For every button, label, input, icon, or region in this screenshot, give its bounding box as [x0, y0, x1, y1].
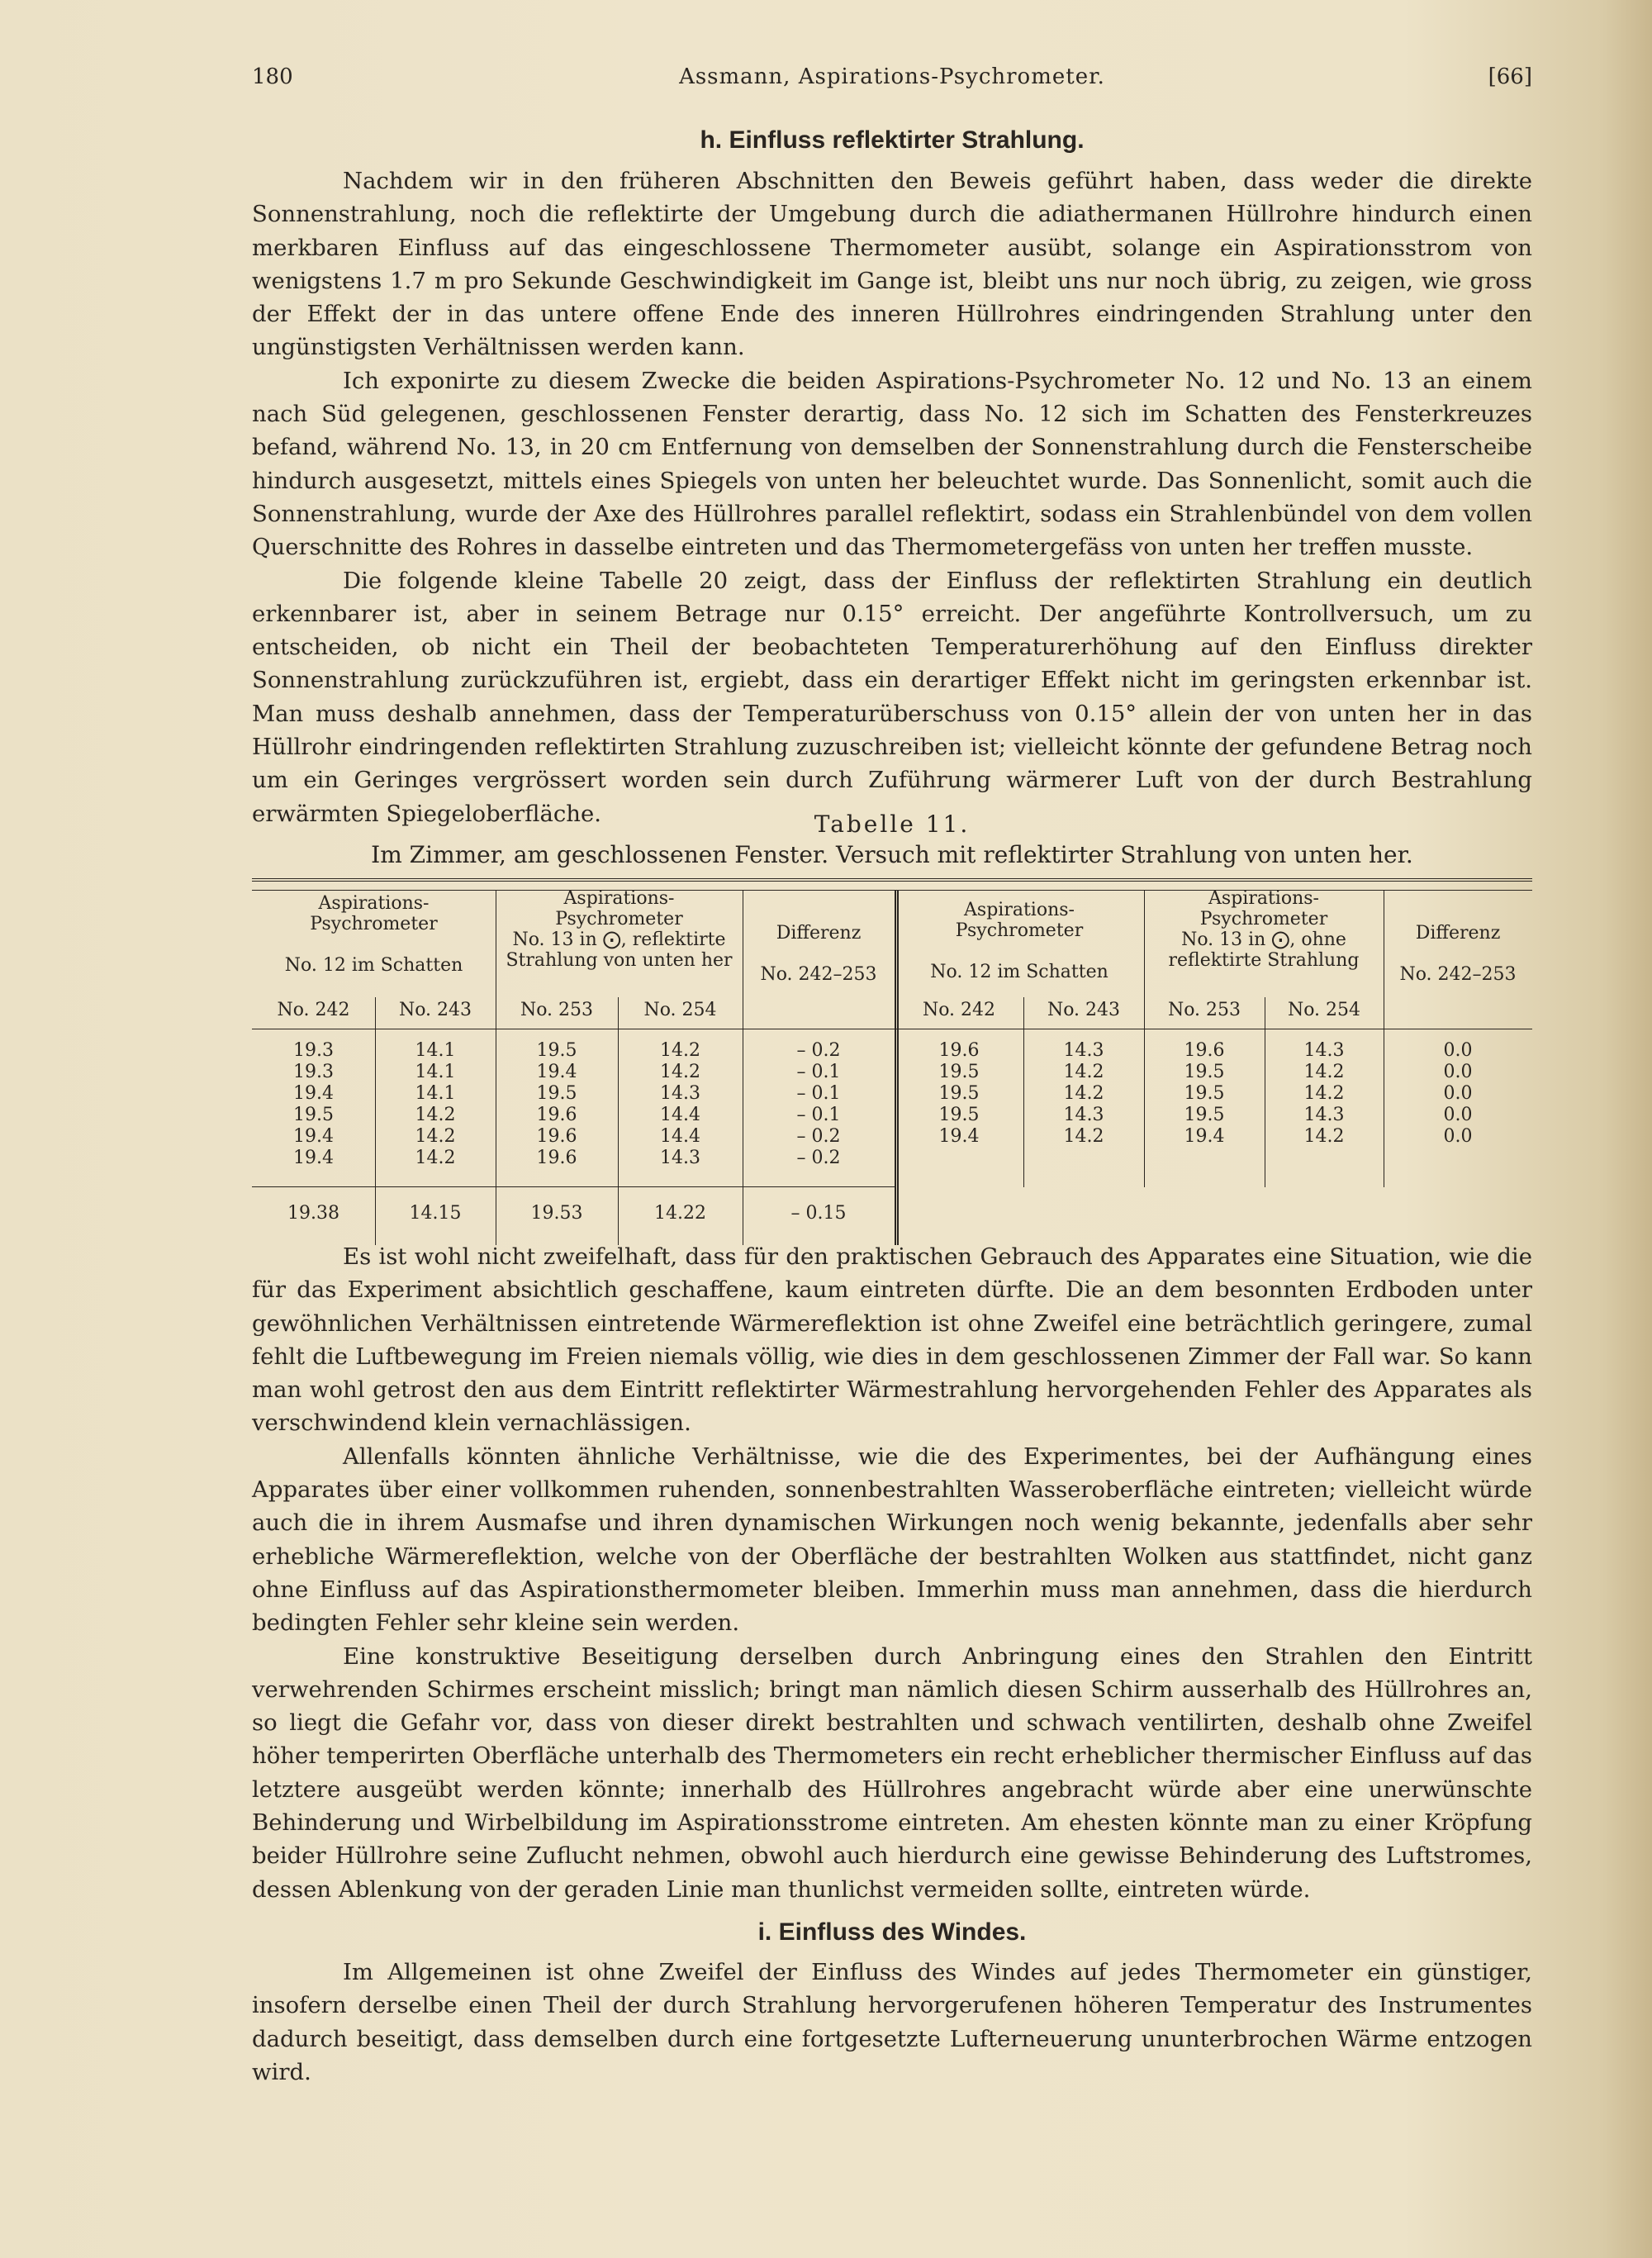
table-cell: 19.5 [938, 1062, 980, 1082]
table-cell: 14.2 [660, 1040, 700, 1061]
header-line: Aspirations- [1208, 888, 1319, 909]
table-cell: 0.0 [1443, 1083, 1473, 1104]
table-cell: 19.5 [938, 1083, 980, 1104]
table-cell: 14.3 [660, 1148, 700, 1168]
header-line: No. 13 in ⨀, reflektirte [512, 929, 726, 950]
table-cell: 19.5 [536, 1083, 577, 1104]
table-cell: 14.1 [415, 1062, 456, 1082]
table-cell: – 0.1 [796, 1083, 841, 1104]
table-cell: 14.2 [1303, 1062, 1345, 1082]
table-cell: 19.5 [1184, 1062, 1225, 1082]
paragraph: Ich exponirte zu diesem Zwecke die beiden Aspirations-Psychrometer No. 12 und No. 13 an einem nach Süd gelegenen, geschlossenen Fenster derartig, dass No. 12 sich im Schatten des Fensterkreuzes befand, während No. 13, in 20 cm Entfernung von demselben der Sonnenstrahlung durch die Fensterscheibe hindurch ausgesetzt, mittels eines Spiegels von unten her beleuchtet wurde. Das Sonnenlicht, somit auch die Sonnenstrahlung, wurde der Axe des Hüllrohres parallel reflektirt, sodass ein Strahlenbündel von dem vollen Querschnitte des Rohres in dasselbe eintreten und das Thermometergefäss von unten her treffen musste. [252, 367, 1532, 561]
table-cell: 19.4 [536, 1062, 577, 1082]
right-col-242 [895, 1040, 1023, 1148]
header-line: Aspirations- [563, 888, 675, 909]
table-cell: – 0.2 [796, 1148, 841, 1168]
table-cell: 19.4 [938, 1126, 980, 1147]
header-line: reflektirte Strahlung [1168, 950, 1360, 971]
paragraph: Eine konstruktive Beseitigung derselben durch Anbringung eines den Strahlen den Eintritt verwehrenden Schirmes erscheint misslich; bringt man nämlich diesen Schirm ausserhalb des Hüllrohres an, so liegt die Gefahr vor, dass von dieser direkt bestrahlten und schwach ventilirten, deshalb ohne Zweifel höher temperirten Oberfläche unterhalb des Thermometers ein recht erheblicher thermischer Einfluss auf das letztere ausgeübt werden könnte; innerhalb des Hüllrohres angebracht würde aber eine unerwünschte Behinderung und Wirbelbildung im Aspirationsstrome eintreten. Am ehesten könnte man zu einer Kröpfung beider Hüllrohre seine Zuflucht nehmen, obwohl auch hierdurch eine gewisse Behinderung des Luftstromes, dessen Ablenkung von der geraden Linie man thunlichst vermeiden sollte, eintreten würde. [252, 1642, 1532, 1903]
table-cell: 19.5 [938, 1105, 980, 1125]
subheader-243: No. 243 [1047, 1000, 1121, 1020]
subheader-242: No. 242 [277, 1000, 350, 1020]
table-cell: 14.4 [660, 1126, 700, 1147]
table-cell: 14.3 [1063, 1105, 1104, 1125]
table-cell: 19.6 [938, 1040, 980, 1061]
table-cell: 19.3 [293, 1062, 334, 1082]
mean-254: 14.22 [654, 1203, 706, 1224]
left-col-253 [496, 1040, 618, 1169]
right-col-253 [1144, 1040, 1265, 1148]
table-cell: 14.2 [1063, 1083, 1104, 1104]
subheader-242: No. 242 [922, 1000, 996, 1020]
table-cell: 14.3 [660, 1083, 700, 1104]
table-cell: 19.4 [293, 1083, 334, 1104]
table-cell: 14.3 [1063, 1040, 1104, 1061]
left-col-243 [375, 1040, 496, 1169]
header-line: No. 12 im Schatten [930, 962, 1108, 982]
table-cell: 14.4 [660, 1105, 700, 1125]
table-cell: 0.0 [1443, 1126, 1473, 1147]
header-line: Psychrometer [1199, 909, 1328, 929]
running-header [252, 64, 1532, 97]
section-i-title: i. Einfluss des Windes. [757, 1918, 1027, 1946]
paragraph: Im Allgemeinen ist ohne Zweifel der Einfluss des Windes auf jedes Thermometer ein günstiger, insofern derselbe einen Theil der durch Strahlung hervorgerufenen höheren Temperatur des Instrumentes dadurch beseitigt, dass demselben durch eine fortgesetzte Lufterneuerung ununterbrochen Wärme entzogen wird. [252, 1959, 1532, 2085]
section-number: [66] [1488, 64, 1532, 89]
data-table [252, 878, 1532, 1245]
table-cell: 19.5 [536, 1040, 577, 1061]
table-cell: 19.5 [1184, 1083, 1225, 1104]
table-cell: 19.3 [293, 1040, 334, 1061]
mean-diff: – 0.15 [790, 1203, 847, 1224]
table-cell: 0.0 [1443, 1105, 1473, 1125]
table-cell: – 0.1 [796, 1105, 841, 1125]
running-title: Assmann, Aspirations-Psychrometer. [679, 64, 1105, 89]
table-cell: – 0.1 [796, 1062, 841, 1082]
table-cell: 19.6 [536, 1148, 577, 1168]
left-group2-header [496, 888, 743, 971]
table-cell: – 0.2 [796, 1040, 841, 1061]
right-diff-header [1384, 923, 1532, 985]
table-label: Tabelle 11. [814, 811, 971, 838]
subheader-254: No. 254 [1287, 1000, 1361, 1020]
header-line: No. 13 in ⨀, ohne [1181, 929, 1346, 950]
paragraph: Es ist wohl nicht zweifelhaft, dass für den praktischen Gebrauch des Apparates eine Situation, wie die für das Experiment absichtlich geschaffene, kaum eintreten dürfte. Die an dem besonnten Erdboden unter gewöhnlichen Verhältnissen eintretende Wärmereflektion ist ohne Zweifel eine beträchtlich geringere, zumal fehlt die Luftbewegung im Freien niemals völlig, wie dies in dem geschlossenen Zimmer der Fall war. So kann man wohl getrost den aus dem Eintritt reflektirter Wärmestrahlung hervorgehenden Fehler des Apparates als verschwindend klein vernachlässigen. [252, 1243, 1532, 1437]
table-cell: 19.6 [536, 1105, 577, 1125]
table-cell: 14.2 [660, 1062, 700, 1082]
left-group1-header [252, 893, 496, 976]
table-caption [252, 809, 1532, 870]
after-table-body [252, 1240, 1532, 1906]
table-cell: 14.2 [415, 1148, 456, 1168]
subheader-253: No. 253 [1167, 1000, 1241, 1020]
table-cell: 14.1 [415, 1040, 456, 1061]
mean-242: 19.38 [287, 1203, 339, 1224]
subheader-254: No. 254 [643, 1000, 717, 1020]
page-number: 180 [252, 64, 293, 89]
header-line: Strahlung von unten her [506, 950, 733, 971]
section-h-body [252, 164, 1532, 830]
left-diff-header [743, 923, 895, 985]
table-cell: 19.4 [1184, 1126, 1225, 1147]
header-line: No. 242–253 [760, 964, 877, 985]
table-cell: 14.2 [1063, 1126, 1104, 1147]
table-cell: 19.6 [1184, 1040, 1225, 1061]
table-cell: 14.3 [1303, 1040, 1345, 1061]
subheader-243: No. 243 [398, 1000, 472, 1020]
header-line: Psychrometer [555, 909, 683, 929]
header-line: Differenz [776, 923, 862, 944]
mean-rule [252, 1186, 895, 1187]
table-cell: 0.0 [1443, 1040, 1473, 1061]
table-cell: 14.3 [1303, 1105, 1345, 1125]
header-line: Aspirations- [964, 900, 1075, 920]
header-line [895, 941, 1144, 962]
right-group2-header [1144, 888, 1384, 971]
paragraph: Nachdem wir in den früheren Abschnitten den Beweis geführt haben, dass weder die direkte Sonnenstrahlung, noch die reflektirte der Umgebung durch die adiathermanen Hüllrohre hindurch einen merkbaren Einfluss auf das eingeschlossene Thermometer ausübt, solange ein Aspirationsstrom von wenigstens 1.7 m pro Sekunde Geschwindigkeit im Gange ist, bleibt uns nur noch übrig, zu zeigen, wie gross der Effekt der in das untere offene Ende des inneren Hüllrohres eindringenden Strahlung unter den ungünstigsten Verhältnissen werden kann. [252, 168, 1532, 361]
paragraph: Die folgende kleine Tabelle 20 zeigt, dass der Einfluss der reflektirten Strahlung ein deutlich erkennbarer ist, aber in seinem Betrage nur 0.15° erreicht. Der angeführte Kontrollversuch, um zu entscheiden, ob nicht ein Theil der beobachteten Temperaturerhöhung auf den Einfluss direkter Sonnenstrahlung zurückzuführen ist, ergiebt, dass ein derartiger Effekt nicht im geringsten erkennbar ist. Man muss deshalb annehmen, dass der Temperaturüberschuss von 0.15° allein der von unten her in das Hüllrohr eindringenden reflektirten Strahlung zuzuschreiben ist; vielleicht könnte der gefundene Betrag noch um ein Geringes vergrössert worden sein durch Zuführung wärmerer Luft von der durch Bestrahlung erwärmten Spiegeloberfläche. [252, 567, 1532, 827]
right-group1-header [895, 900, 1144, 982]
header-line: No. 12 im Schatten [284, 955, 463, 976]
paragraph: Allenfalls könnten ähnliche Verhältnisse, wie die des Experimentes, bei der Aufhängung eines Apparates über einer vollkommen ruhenden, sonnenbestrahlten Wasseroberfläche eintreten; vielleicht würde auch die in ihrem Ausmafse und ihren dynamischen Wirkungen noch wenig bekannte, jedenfalls aber sehr erhebliche Wärmereflektion, welche von der Oberfläche der bestrahlten Wolken aus stattfindet, nicht ganz ohne Einfluss auf das Aspirationsthermometer bleiben. Immerhin muss man annehmen, dass die hierdurch bedingten Fehler sehr kleine sein werden. [252, 1443, 1532, 1637]
left-col-254 [618, 1040, 743, 1169]
header-line: Psychrometer [955, 920, 1084, 941]
mean-253: 19.53 [530, 1203, 583, 1224]
table-cell: 14.1 [415, 1083, 456, 1104]
header-line: Aspirations- [318, 893, 430, 914]
header-line: Psychrometer [310, 914, 438, 934]
header-line: Differenz [1415, 923, 1501, 944]
right-col-254 [1265, 1040, 1384, 1148]
table-cell: 19.5 [293, 1105, 334, 1125]
table-cell: 19.4 [293, 1148, 334, 1168]
header-line: No. 242–253 [1399, 964, 1517, 985]
table-cell: 14.2 [1303, 1126, 1345, 1147]
mean-243: 14.15 [409, 1203, 462, 1224]
right-col-243 [1023, 1040, 1144, 1148]
left-col-242 [252, 1040, 375, 1169]
left-col-diff [743, 1040, 895, 1169]
table-cell: 14.2 [415, 1105, 456, 1125]
right-col-diff [1384, 1040, 1532, 1148]
table-cell: 14.2 [1063, 1062, 1104, 1082]
subheader-253: No. 253 [520, 1000, 594, 1020]
table-cell: 19.4 [293, 1126, 334, 1147]
table-cell: 19.5 [1184, 1105, 1225, 1125]
table-cell: – 0.2 [796, 1126, 841, 1147]
table-cell: 14.2 [415, 1126, 456, 1147]
section-h-title: h. Einfluss reflektirter Strahlung. [700, 126, 1085, 154]
section-i-body [252, 1956, 1532, 2089]
header-line [252, 934, 496, 955]
table-cell: 14.2 [1303, 1083, 1345, 1104]
table-cell: 19.6 [536, 1126, 577, 1147]
table-caption-text: Im Zimmer, am geschlossenen Fenster. Versuch mit reflektirter Strahlung von unten her. [371, 841, 1413, 868]
table-cell: 0.0 [1443, 1062, 1473, 1082]
